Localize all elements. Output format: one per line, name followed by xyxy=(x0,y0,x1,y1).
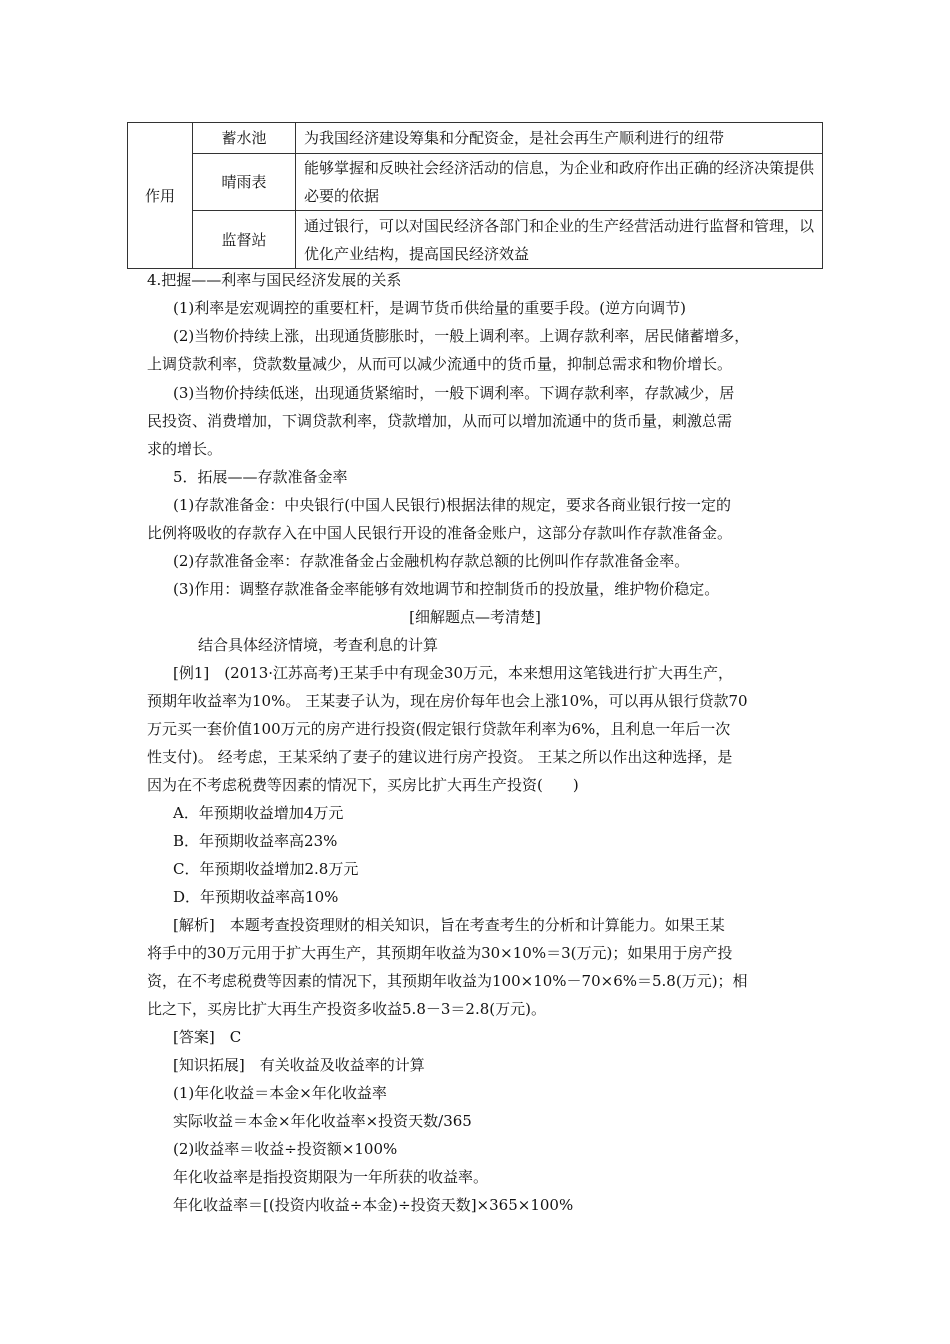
paragraph-line: 比例将吸收的存款存入在中国人民银行开设的准备金账户，这部分存款叫作存款准备金。 xyxy=(147,524,733,542)
example-line: 因为在不考虑税费等因素的情况下，买房比扩大再生产投资( ) xyxy=(147,776,579,794)
example-line: 性支付)。 经考虑，王某采纳了妻子的建议进行房产投资。 王某之所以作出这种选择，是 xyxy=(147,748,733,766)
table-row xyxy=(128,123,823,154)
analysis-line: 比之下，买房比扩大再生产投资多收益5.8－3＝2.8(万元)。 xyxy=(147,1000,546,1018)
row-desc-cell: 为我国经济建设筹集和分配资金，是社会再生产顺利进行的纽带 xyxy=(296,123,823,154)
bank-function-table xyxy=(127,122,823,269)
example-line: 预期年收益率为10%。 王某妻子认为，现在房价每年也会上涨10%，可以再从银行贷款70 xyxy=(147,692,748,710)
row-name-cell: 蓄水池 xyxy=(193,123,296,154)
analysis-line: [解析] 本题考查投资理财的相关知识，旨在考查考生的分析和计算能力。如果王某 xyxy=(173,916,725,934)
paragraph-line: 上调贷款利率，贷款数量减少，从而可以减少流通中的货币量，抑制总需求和物价增长。 xyxy=(147,355,733,373)
section-heading: 4.把握——利率与国民经济发展的关系 xyxy=(147,271,402,289)
example-line: 万元买一套价值100万元的房产进行投资(假定银行贷款年利率为6%，且利息一年后一次 xyxy=(147,720,731,738)
knowledge-heading: [知识拓展] 有关收益及收益率的计算 xyxy=(173,1056,425,1074)
option-d: D．年预期收益率高10% xyxy=(173,888,339,906)
paragraph-line: (2)存款准备金率：存款准备金占金融机构存款总额的比例叫作存款准备金率。 xyxy=(173,552,690,570)
row-desc-cell: 通过银行，可以对国民经济各部门和企业的生产经营活动进行监督和管理，以优化产业结构，提高国民经济效益 xyxy=(296,211,823,269)
row-name-cell: 监督站 xyxy=(193,211,296,269)
formula-line: 年化收益率＝[(投资内收益÷本金)÷投资天数]×365×100% xyxy=(173,1196,574,1214)
paragraph-line: 民投资、消费增加，下调贷款利率，贷款增加，从而可以增加流通中的货币量，刺激总需 xyxy=(147,412,733,430)
paragraph-line: (1)利率是宏观调控的重要杠杆，是调节货币供给量的重要手段。(逆方向调节) xyxy=(173,299,686,317)
paragraph-line: (3)当物价持续低迷，出现通货紧缩时，一般下调利率。下调存款利率，存款减少，居 xyxy=(173,384,735,402)
paragraph-line: 求的增长。 xyxy=(147,440,223,458)
table-row xyxy=(128,154,823,211)
formula-line: (1)年化收益＝本金×年化收益率 xyxy=(173,1084,387,1102)
paragraph-line: (3)作用：调整存款准备金率能够有效地调节和控制货币的投放量，维护物价稳定。 xyxy=(173,580,720,598)
option-c: C．年预期收益增加2.8万元 xyxy=(173,860,359,878)
answer-line: [答案] C xyxy=(173,1028,242,1046)
formula-line: 实际收益＝本金×年化收益率×投资天数/365 xyxy=(173,1112,472,1130)
row-name-cell: 晴雨表 xyxy=(193,154,296,211)
formula-line: 年化收益率是指投资期限为一年所获的收益率。 xyxy=(173,1168,489,1186)
option-a: A．年预期收益增加4万元 xyxy=(173,804,344,822)
section-heading: 5．拓展——存款准备金率 xyxy=(173,468,348,486)
paragraph-line: (2)当物价持续上涨，出现通货膨胀时，一般上调利率。上调存款利率，居民储蓄增多， xyxy=(173,327,750,345)
table-row xyxy=(128,211,823,269)
row-desc-cell: 能够掌握和反映社会经济活动的信息，为企业和政府作出正确的经济决策提供必要的依据 xyxy=(296,154,823,211)
example-line: [例1] (2013·江苏高考)王某手中有现金30万元，本来想用这笔钱进行扩大再生产， xyxy=(173,664,733,682)
formula-line: (2)收益率＝收益÷投资额×100% xyxy=(173,1140,398,1158)
option-b: B．年预期收益率高23% xyxy=(173,832,338,850)
paragraph-line: (1)存款准备金：中央银行(中国人民银行)根据法律的规定，要求各商业银行按一定的 xyxy=(173,496,731,514)
analysis-line: 将手中的30万元用于扩大再生产，其预期年收益为30×10%＝3(万元)；如果用于房产投 xyxy=(147,944,733,962)
topic-heading: 结合具体经济情境，考查利息的计算 xyxy=(198,636,439,654)
analysis-line: 资，在不考虑税费等因素的情况下，其预期年收益为100×10%－70×6%＝5.8(万元)；相 xyxy=(147,972,748,990)
section-banner: [细解题点—考清楚] xyxy=(409,608,541,626)
role-cell: 作用 xyxy=(128,123,193,269)
